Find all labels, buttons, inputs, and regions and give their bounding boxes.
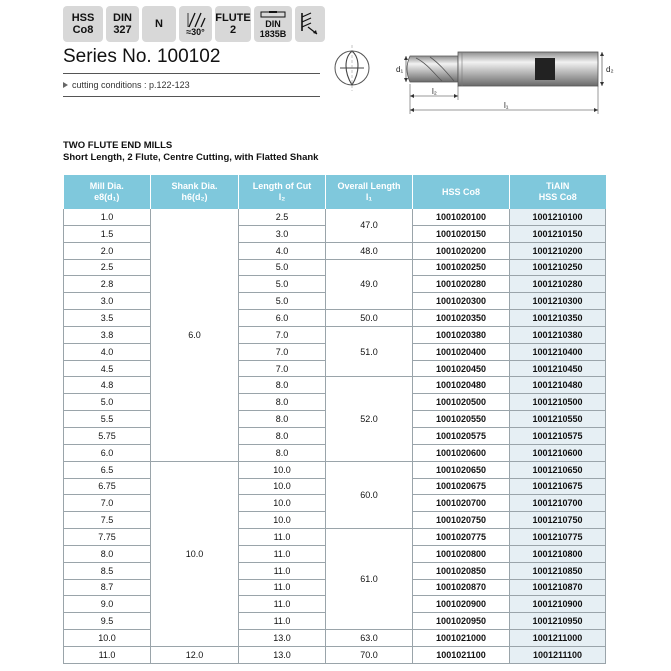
mill-dia-cell: 6.5 — [64, 461, 151, 478]
overall-length-cell: 47.0 — [326, 209, 413, 242]
mill-dia-cell: 4.5 — [64, 360, 151, 377]
length-of-cut-cell: 11.0 — [239, 596, 326, 613]
length-of-cut-cell: 6.0 — [239, 310, 326, 327]
length-of-cut-cell: 5.0 — [239, 259, 326, 276]
hss-co8-code-cell: 1001020350 — [413, 310, 510, 327]
mill-dia-cell: 9.0 — [64, 596, 151, 613]
mill-dia-cell: 1.5 — [64, 225, 151, 242]
badge-flute — [215, 6, 251, 42]
length-of-cut-cell: 5.0 — [239, 293, 326, 310]
col-header-tialn-hss-co8 — [510, 175, 606, 209]
length-of-cut-cell: 8.0 — [239, 394, 326, 411]
table-row — [64, 377, 606, 394]
mill-dia-cell: 3.5 — [64, 310, 151, 327]
mill-dia-cell: 3.0 — [64, 293, 151, 310]
hss-co8-code-cell: 1001020150 — [413, 225, 510, 242]
badge-shank-standard — [254, 6, 292, 42]
length-of-cut-cell: 11.0 — [239, 579, 326, 596]
cutting-conditions-divider — [63, 96, 320, 97]
tialn-code-cell: 1001211000 — [510, 630, 606, 647]
helix-angle-icon — [185, 12, 207, 28]
mill-dia-cell: 9.5 — [64, 613, 151, 630]
mill-dia-cell: 5.5 — [64, 411, 151, 428]
overall-length-cell: 61.0 — [326, 529, 413, 630]
tialn-code-cell: 1001210850 — [510, 562, 606, 579]
tialn-code-cell: 1001210900 — [510, 596, 606, 613]
length-of-cut-cell: 8.0 — [239, 411, 326, 428]
mill-dia-cell: 8.5 — [64, 562, 151, 579]
tialn-code-cell: 1001210380 — [510, 326, 606, 343]
overall-length-cell: 63.0 — [326, 630, 413, 647]
overall-length-cell: 52.0 — [326, 377, 413, 461]
length-of-cut-cell: 7.0 — [239, 343, 326, 360]
mill-dia-cell: 8.7 — [64, 579, 151, 596]
tialn-code-cell: 1001210750 — [510, 512, 606, 529]
tialn-code-cell: 1001210950 — [510, 613, 606, 630]
tialn-code-cell: 1001210550 — [510, 411, 606, 428]
mill-dia-cell: 7.0 — [64, 495, 151, 512]
hss-co8-code-cell: 1001020850 — [413, 562, 510, 579]
tialn-code-cell: 1001210350 — [510, 310, 606, 327]
product-title: TWO FLUTE END MILLS — [63, 140, 173, 151]
tialn-code-cell: 1001210300 — [510, 293, 606, 310]
tialn-code-cell: 1001210575 — [510, 427, 606, 444]
tialn-code-cell: 1001210400 — [510, 343, 606, 360]
table-row — [64, 209, 606, 225]
hss-co8-code-cell: 1001020575 — [413, 427, 510, 444]
hss-co8-code-cell: 1001020775 — [413, 529, 510, 546]
length-of-cut-cell: 11.0 — [239, 545, 326, 562]
badge-standard — [106, 6, 139, 42]
badge-flute-line1: FLUTE — [215, 12, 251, 24]
tialn-code-cell: 1001210500 — [510, 394, 606, 411]
hss-co8-code-cell: 1001020870 — [413, 579, 510, 596]
hss-co8-code-cell: 1001020800 — [413, 545, 510, 562]
d2-label: d₂ — [606, 65, 614, 74]
mill-dia-cell: 7.75 — [64, 529, 151, 546]
mill-dia-cell: 3.8 — [64, 326, 151, 343]
col-header-shank-dia-line1: Shank Dia. — [171, 181, 218, 191]
table-row — [64, 630, 606, 647]
col-header-length-of-cut-line2: l₂ — [278, 192, 286, 202]
tialn-code-cell: 1001210480 — [510, 377, 606, 394]
table-row — [64, 529, 606, 546]
length-of-cut-cell: 10.0 — [239, 495, 326, 512]
tialn-code-cell: 1001210450 — [510, 360, 606, 377]
end-view-icon — [335, 45, 369, 91]
hss-co8-code-cell: 1001020500 — [413, 394, 510, 411]
mill-dia-cell: 6.75 — [64, 478, 151, 495]
hss-co8-code-cell: 1001020300 — [413, 293, 510, 310]
shank-dia-cell: 6.0 — [151, 209, 239, 461]
mill-dia-cell: 2.0 — [64, 242, 151, 259]
length-of-cut-cell: 11.0 — [239, 613, 326, 630]
table-row — [64, 242, 606, 259]
hss-co8-code-cell: 1001020950 — [413, 613, 510, 630]
hss-co8-code-cell: 1001020250 — [413, 259, 510, 276]
hss-co8-code-cell: 1001020200 — [413, 242, 510, 259]
cutting-conditions — [63, 80, 190, 90]
tialn-code-cell: 1001210870 — [510, 579, 606, 596]
hss-co8-code-cell: 1001020700 — [413, 495, 510, 512]
length-of-cut-cell: 3.0 — [239, 225, 326, 242]
length-of-cut-cell: 5.0 — [239, 276, 326, 293]
mill-dia-cell: 4.0 — [64, 343, 151, 360]
mill-dia-cell: 2.8 — [64, 276, 151, 293]
mill-dia-cell: 4.8 — [64, 377, 151, 394]
badge-shank-line1: DIN — [265, 18, 281, 29]
length-of-cut-cell: 11.0 — [239, 562, 326, 579]
badge-helix-angle-text: ≈30° — [186, 26, 205, 37]
product-heading — [63, 140, 318, 164]
tialn-code-cell: 1001210250 — [510, 259, 606, 276]
length-of-cut-cell: 10.0 — [239, 461, 326, 478]
table-row — [64, 461, 606, 478]
hss-co8-code-cell: 1001020480 — [413, 377, 510, 394]
tialn-code-cell: 1001211100 — [510, 646, 606, 663]
col-header-overall-length-line1: Overall Length — [337, 181, 401, 191]
hss-co8-code-cell: 1001020600 — [413, 444, 510, 461]
hss-co8-code-cell: 1001020675 — [413, 478, 510, 495]
tialn-code-cell: 1001210150 — [510, 225, 606, 242]
table-row — [64, 259, 606, 276]
mill-dia-cell: 8.0 — [64, 545, 151, 562]
length-of-cut-cell: 13.0 — [239, 646, 326, 663]
hss-co8-code-cell: 1001020450 — [413, 360, 510, 377]
mill-dia-cell: 6.0 — [64, 444, 151, 461]
hss-co8-code-cell: 1001020100 — [413, 209, 510, 225]
hss-co8-code-cell: 1001021000 — [413, 630, 510, 647]
col-header-tialn-line2: HSS Co8 — [538, 192, 577, 202]
mill-dia-cell: 11.0 — [64, 646, 151, 663]
badge-helix-angle — [179, 6, 212, 42]
length-of-cut-cell: 4.0 — [239, 242, 326, 259]
product-subtitle: Short Length, 2 Flute, Centre Cutting, with Flatted Shank — [63, 152, 319, 163]
mill-dia-cell: 5.0 — [64, 394, 151, 411]
col-header-tialn-line1: TiAlN — [546, 181, 570, 191]
overall-length-cell: 70.0 — [326, 646, 413, 663]
mill-dia-cell: 1.0 — [64, 209, 151, 225]
badge-flute-line2: 2 — [229, 24, 237, 36]
hss-co8-code-cell: 1001020550 — [413, 411, 510, 428]
spec-table — [63, 175, 606, 664]
series-title: Series No. 100102 — [63, 46, 221, 67]
cutting-conditions-text: cutting conditions : p.122-123 — [72, 80, 190, 90]
length-of-cut-cell: 2.5 — [239, 209, 326, 225]
length-of-cut-cell: 10.0 — [239, 478, 326, 495]
flatted-shank-icon — [259, 10, 287, 19]
title-divider — [63, 73, 320, 74]
col-header-shank-dia — [151, 175, 239, 209]
tialn-code-cell: 1001210675 — [510, 478, 606, 495]
l2-label: l₂ — [432, 87, 437, 96]
end-mill-drawing — [330, 42, 630, 120]
mill-dia-cell: 10.0 — [64, 630, 151, 647]
length-of-cut-cell: 8.0 — [239, 444, 326, 461]
bullet-triangle-icon — [63, 82, 68, 88]
badge-material-line2: Co8 — [72, 24, 94, 36]
col-header-mill-dia-line1: Mill Dia. — [89, 181, 124, 191]
col-header-overall-length-line2: l₁ — [365, 192, 373, 202]
tialn-code-cell: 1001210800 — [510, 545, 606, 562]
badge-standard-line2: 327 — [113, 24, 132, 36]
mill-dia-cell: 5.75 — [64, 427, 151, 444]
length-of-cut-cell: 7.0 — [239, 360, 326, 377]
hss-co8-code-cell: 1001020650 — [413, 461, 510, 478]
overall-length-cell: 49.0 — [326, 259, 413, 310]
tialn-code-cell: 1001210100 — [510, 209, 606, 225]
col-header-length-of-cut-line1: Length of Cut — [252, 181, 312, 191]
col-header-hss-co8 — [413, 175, 510, 209]
hss-co8-code-cell: 1001021100 — [413, 646, 510, 663]
table-row — [64, 310, 606, 327]
col-header-shank-dia-line2: h6(d₂) — [181, 192, 208, 202]
badge-material-line1: HSS — [71, 12, 95, 24]
length-of-cut-cell: 10.0 — [239, 512, 326, 529]
length-of-cut-cell: 8.0 — [239, 427, 326, 444]
table-row — [64, 326, 606, 343]
length-of-cut-cell: 7.0 — [239, 326, 326, 343]
length-of-cut-cell: 11.0 — [239, 529, 326, 546]
tialn-code-cell: 1001210280 — [510, 276, 606, 293]
overall-length-cell: 51.0 — [326, 326, 413, 377]
hss-co8-code-cell: 1001020380 — [413, 326, 510, 343]
hss-co8-code-cell: 1001020280 — [413, 276, 510, 293]
d1-label: d₁ — [396, 65, 404, 74]
mill-dia-cell: 2.5 — [64, 259, 151, 276]
table-header-row — [64, 175, 606, 209]
hss-co8-code-cell: 1001020900 — [413, 596, 510, 613]
mill-dia-cell: 7.5 — [64, 512, 151, 529]
tialn-code-cell: 1001210600 — [510, 444, 606, 461]
centre-cutting-icon — [299, 11, 321, 37]
col-header-hss-co8-line1: HSS Co8 — [441, 186, 480, 197]
col-header-mill-dia — [64, 175, 151, 209]
badge-type-line1: N — [155, 18, 163, 30]
tialn-code-cell: 1001210200 — [510, 242, 606, 259]
length-of-cut-cell: 13.0 — [239, 630, 326, 647]
badge-material — [63, 6, 103, 42]
badge-shank-line2: 1835B — [259, 28, 287, 39]
hss-co8-code-cell: 1001020750 — [413, 512, 510, 529]
col-header-overall-length — [326, 175, 413, 209]
hss-co8-code-cell: 1001020400 — [413, 343, 510, 360]
overall-length-cell: 60.0 — [326, 461, 413, 528]
shank-dia-cell: 10.0 — [151, 461, 239, 646]
length-of-cut-cell: 8.0 — [239, 377, 326, 394]
badge-type — [142, 6, 176, 42]
tialn-code-cell: 1001210650 — [510, 461, 606, 478]
tialn-code-cell: 1001210700 — [510, 495, 606, 512]
tialn-code-cell: 1001210775 — [510, 529, 606, 546]
badge-standard-line1: DIN — [113, 12, 132, 24]
badge-centre-cutting — [295, 6, 325, 42]
table-body — [64, 209, 606, 663]
overall-length-cell: 50.0 — [326, 310, 413, 327]
col-header-length-of-cut — [239, 175, 326, 209]
table-row — [64, 646, 606, 663]
l1-label: l₁ — [504, 101, 509, 110]
overall-length-cell: 48.0 — [326, 242, 413, 259]
shank-dia-cell: 12.0 — [151, 646, 239, 663]
col-header-mill-dia-line2: e8(d₁) — [94, 192, 120, 202]
symbol-badges — [63, 6, 325, 42]
